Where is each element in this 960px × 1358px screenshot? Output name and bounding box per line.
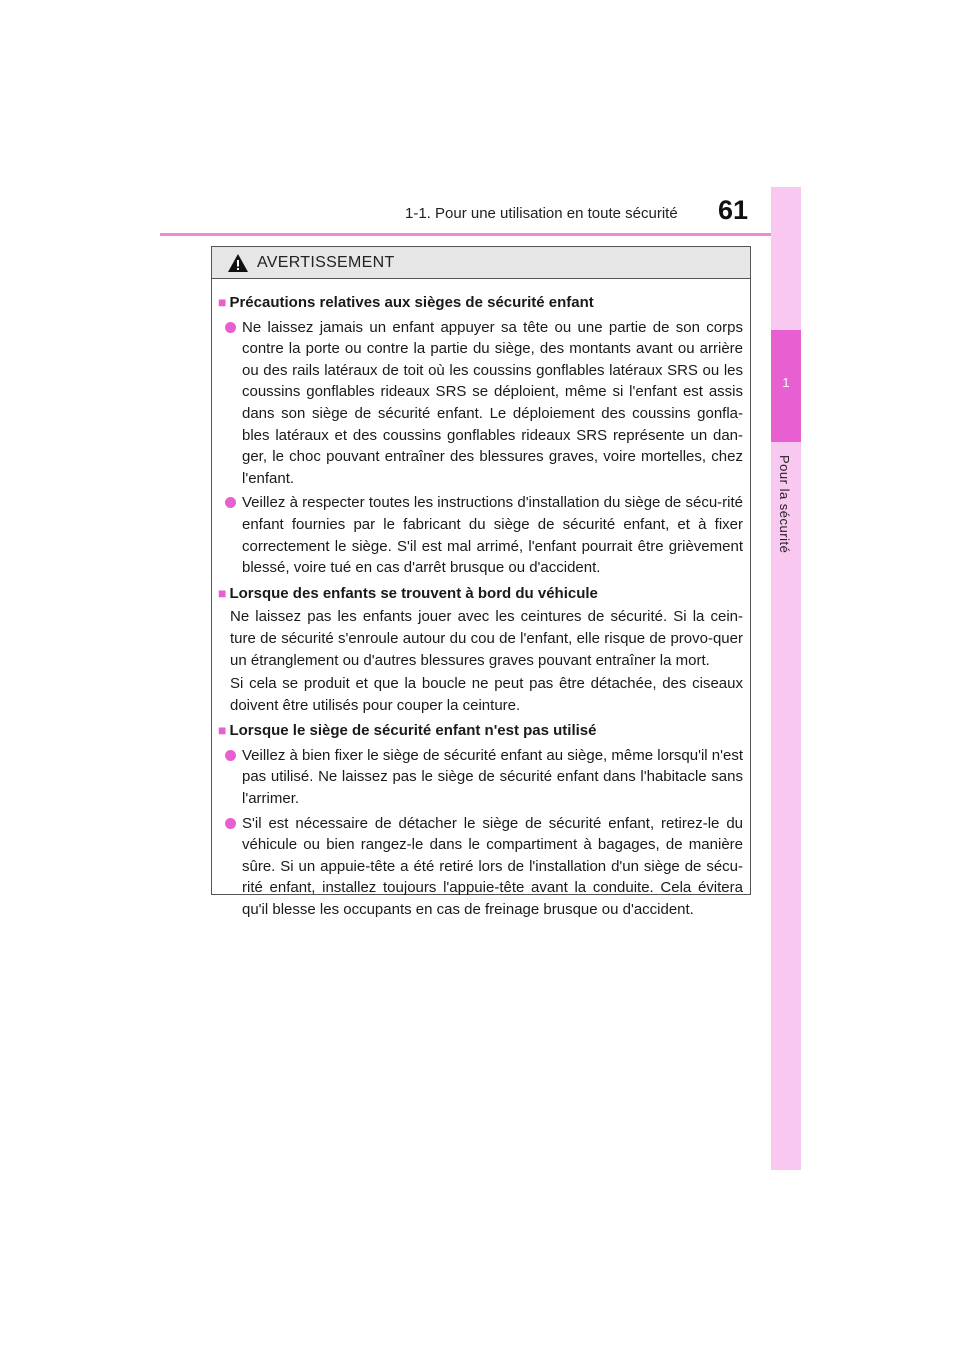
- list-item: Veillez à bien fixer le siège de sécurité enfant au siège, même lorsqu'il n'est pas utilisé. Ne laissez pas le siège de sécurité enfant dans l'habitacle sans l'arrimer.: [218, 745, 743, 810]
- bullet-dot-icon: [225, 750, 236, 761]
- list-item: S'il est nécessaire de détacher le siège de sécurité enfant, retirez-le du véhicule ou bien rangez-le dans le compartiment à bagages, de manière sûre. Si un appuie-tête a été retiré lors de l'installation d'un siège de sécu-rité enfant, installez toujours l'appuie-tête avant la conduite. Cela évitera qu'il blesse les occupants en cas de freinage brusque ou d'accident.: [218, 813, 743, 921]
- warning-box: [211, 246, 751, 919]
- bullet-dot-icon: [225, 322, 236, 333]
- paragraph: Si cela se produit et que la boucle ne peut pas être détachée, des ciseaux doivent être utilisés pour couper la ceinture.: [230, 675, 743, 714]
- chapter-number: 1: [782, 375, 790, 390]
- header-divider: [160, 233, 800, 236]
- warning-header: [212, 247, 750, 279]
- warning-body: [212, 279, 750, 921]
- paragraph: Ne laissez pas les enfants jouer avec les ceintures de sécurité. Si la cein-ture de sécurité s'enroule autour du cou de l'enfant, elle risque de provo-quer un étranglement ou d'autres blessures graves pouvant entraîner la mort.: [230, 608, 743, 669]
- section-title-child-seat-precautions: ■ Précautions relatives aux sièges de sécurité enfant: [218, 294, 594, 311]
- warning-triangle-icon: [227, 253, 249, 273]
- list-item: Veillez à respecter toutes les instructions d'installation du siège de sécu-rité enfant fournies par le fabricant du siège de sécurité enfant, et à fixer correctement le siège. S'il est mal arrimé, l'enfant pourrait être grièvement blessé, voire tué en cas d'arrêt brusque ou d'accident.: [218, 492, 743, 578]
- page-number: 61: [718, 195, 749, 225]
- list-item: Ne laissez jamais un enfant appuyer sa tête ou une partie de son corps contre la porte ou contre la partie du siège, des montants avant ou arrière ou des rails latéraux de toit où les coussins gonflables latéraux SRS ou les coussins gonflables rideaux SRS se déploient, même si l'enfant est assis dans son siège de sécurité enfant. Le déploiement des coussins gonfla-bles latéraux et des coussins gonflables rideaux SRS représente un dan-ger, le choc pouvant entraîner des blessures graves, voire mortelles, chez l'enfant.: [218, 317, 743, 490]
- section-title-seat-not-used: ■ Lorsque le siège de sécurité enfant n'est pas utilisé: [218, 722, 597, 740]
- warning-title: AVERTISSEMENT: [257, 253, 395, 271]
- header-section-title: 1-1. Pour une utilisation en toute sécurité: [405, 205, 678, 222]
- chapter-label: Pour la sécurité: [777, 455, 792, 554]
- section-title-children-on-board: ■ Lorsque des enfants se trouvent à bord du véhicule: [218, 584, 598, 602]
- bullet-dot-icon: [225, 497, 236, 508]
- bullet-dot-icon: [225, 818, 236, 829]
